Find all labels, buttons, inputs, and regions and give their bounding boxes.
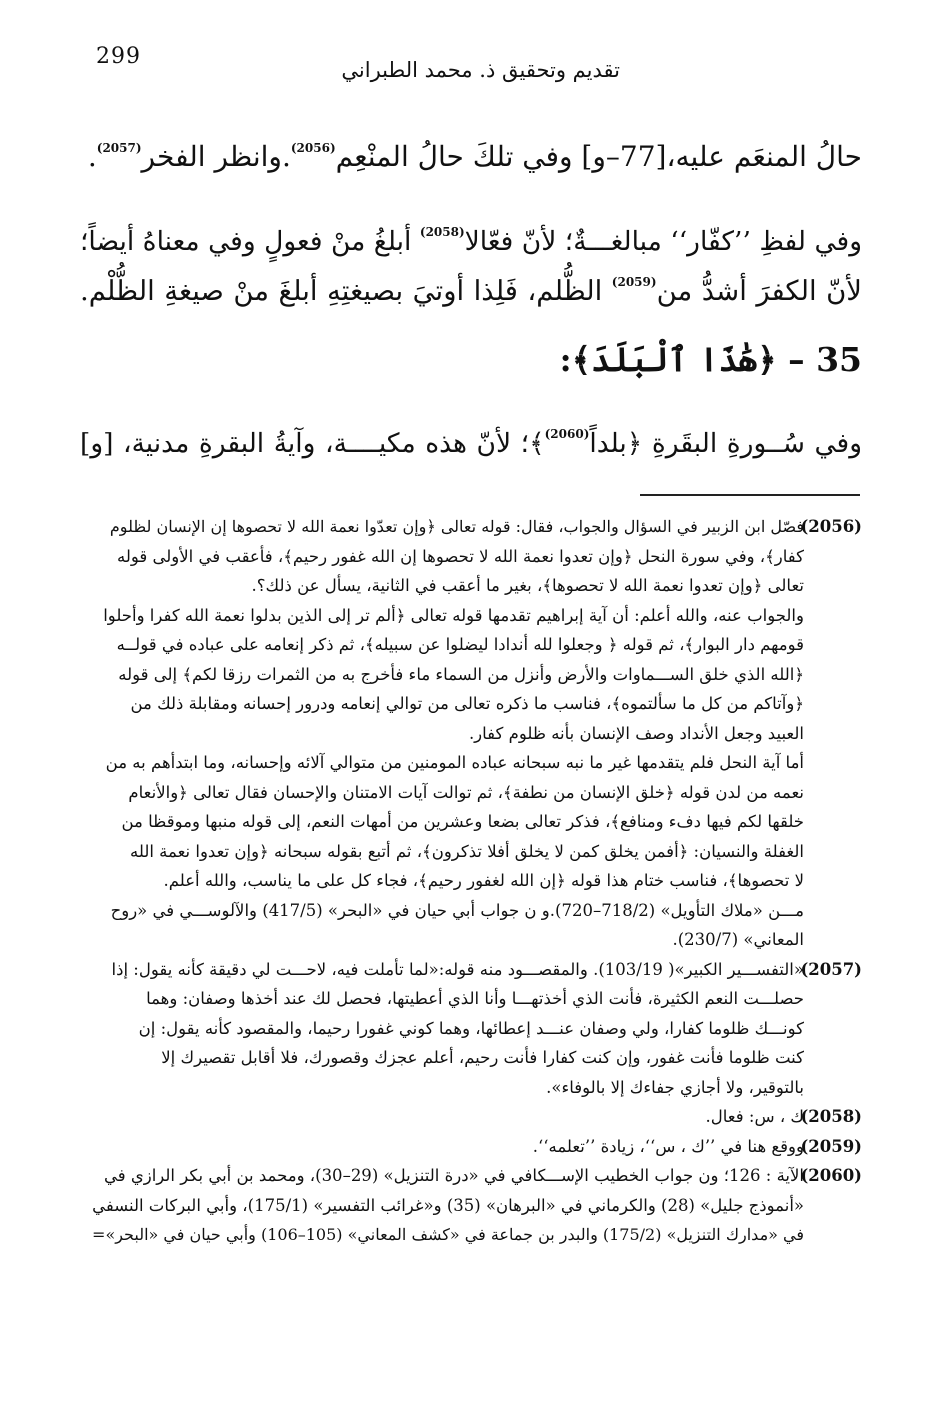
footnotes-section <box>92 512 862 1250</box>
footnote-ref: (2057) <box>96 141 142 155</box>
footnote-line: ﴿وآتاكم من كل ما سألتموه﴾، فناسب ما ذكره تعالى من توالي إنعامه ودرور إحسانه ومقابلة ذلك من <box>130 694 804 713</box>
body-line-3 <box>80 262 862 311</box>
footnote-line: حصلـــت النعم الكثيرة، فأنت الذي أخذتهـــا وأنا الذي أعطيتها، فحصل لك عند أخذها وصفان: وهما <box>146 989 804 1008</box>
footnote-line: فصّل ابن الزبير في السؤال والجواب، فقال: قوله تعالى ﴿وإن تعدّوا نعمة الله لا تحصوها إن الإنسان لظلوم <box>109 517 804 536</box>
footnote <box>92 1132 862 1162</box>
footnote-line: كنت ظلوما فأنت غفور، وإن كنت كفارا فأنت رحيم، أعلم عجزك وقصورك، فلا أقابل تقصيرك إلا <box>161 1048 804 1067</box>
footnote-line: قومهم دار البوار﴾، ثم قوله ﴿ وجعلوا لله أندادا ليضلوا عن سبيله﴾، ثم ذكر إنعامه على عباده في قولــه <box>116 635 804 654</box>
section-heading: 35 – ﴿هَٰذَا ٱلْبَلَدَ﴾: <box>559 340 862 379</box>
footnote-line: الآية : 126؛ ون جواب الخطيب الإســـكافي في «درة التنزيل» (29–30)، ومحمد بن أبي بكر الرازي في <box>103 1166 804 1185</box>
body-text: أبلغُ منْ فعولٍ وفي معناهُ أيضاً؛ <box>80 226 420 257</box>
footnote-line: تعالى ﴿وإن تعدوا نعمة الله لا تحصوها﴾، بغير ما أعقب في الثانية، يسأل عن ذلك؟. <box>251 576 804 595</box>
body-line-2 <box>80 212 862 262</box>
footnote-line: بالتوقير، ولا أجازي جفاءك إلا بالوفاء». <box>546 1077 804 1097</box>
footnote <box>92 955 862 1103</box>
footnote-line: خلقها لكم فيها دفء ومنافع﴾، فذكر تعالى بضعا وعشرين من أمهات النعم، إلى قوله منبها وموقظا من <box>121 812 804 831</box>
footnote-ref: (2056) <box>290 141 336 155</box>
running-title: تقديم وتحقيق ذ. محمد الطبراني <box>341 58 620 82</box>
body-line-1 <box>88 128 862 177</box>
footnote-ref: (2059) <box>611 275 657 289</box>
footnote-line: أما آية النحل فلم يتقدمها غير ما نبه سبحانه عباده المومنين من متوالي آلائه وإحسانه، وما ابتدأهم به من <box>105 753 804 772</box>
footnote-line: ووقع هنا في ’’ك ، س‘‘، زيادة ’’تعلمه‘‘. <box>532 1136 804 1156</box>
body-text: حالُ المنعَم عليه،[77–و] وفي تلكَ حالُ المنْعِم <box>335 140 862 173</box>
footnote-line: نعمه من لدن قوله ﴿خلق الإنسان من نطفة﴾، ثم توالت آيات الامتنان والإحسان فقال تعالى ﴿والأنعام <box>128 782 804 802</box>
footnote-separator <box>640 494 860 496</box>
footnote-line: كونـــك ظلوما كفارا، ولي وصفان عنـــد إعطائها، وهما كوني غفورا رحيما، والمقصود كأنه يقول: إن <box>138 1018 804 1038</box>
footnote-line: لا تحصوها﴾، فناسب ختام هذا قوله ﴿إن الله لغفور رحيم﴾، فجاء كل على ما يناسب، والله أعلم. <box>163 871 804 890</box>
body-text: وفي لفظِ ’’كفّار‘‘ مبالغـــةٌ؛ لأنّ فعّالا <box>464 226 863 257</box>
footnote-number: (2060) <box>800 1166 862 1185</box>
footnote-line: كفار﴾، وفي سورة النحل ﴿وإن تعدوا نعمة الله لا تحصوها إن الله غفور رحيم﴾، فأعقب في الأولى قوله <box>116 546 804 566</box>
footnote-number: (2056) <box>800 517 862 536</box>
footnote-line: ك ، س: فعال. <box>705 1107 804 1126</box>
footnote <box>92 1102 862 1132</box>
footnote-line: ﴿الله الذي خلق الســـماوات والأرض وأنزل من السماء ماء فأخرج به من الثمرات رزقا لكم﴾ إلى قوله <box>118 664 804 684</box>
body-text: ﴾؛ لأنّ هذه مكيــــة، وآيةُ البقرةِ مدنية، [و] <box>80 428 545 459</box>
footnote <box>92 512 862 955</box>
footnote-line: العبيد وجعل الأنداد وصف الإنسان بأنه ظلوم كفار. <box>468 723 804 743</box>
body-text: . <box>87 140 97 173</box>
body-text: وفي سُــورةِ البقَرةِ ﴿بلداً <box>589 428 862 459</box>
body-text: لأنّ الكفرَ أشدُّ من <box>656 275 862 307</box>
body-text: الظُّلم، فَلِذا أوتيَ بصيغتِهِ أبلغَ منْ صيغةِ الظُّلْم. <box>80 275 612 307</box>
footnote-line: مـــن «ملاك التأويل» (718/2–720).و ن جواب أبي حيان في «البحر» (417/5) والآلوســـي في «روح <box>110 900 804 920</box>
footnote-ref: (2060) <box>544 427 590 441</box>
page-number: 299 <box>96 44 141 69</box>
body-text: .وانظر الفخر <box>141 140 291 173</box>
footnote-number: (2057) <box>800 959 862 979</box>
footnote-number: (2058) <box>800 1107 862 1126</box>
footnote-line: الغفلة والنسيان: ﴿أفمن يخلق كمن لا يخلق أفلا تذكرون﴾، ثم أتبع بقوله سبحانه ﴿وإن تعدوا نعمة الله <box>130 841 804 861</box>
body-line-4 <box>80 414 862 464</box>
footnote-number: (2059) <box>800 1136 862 1156</box>
footnote <box>92 1161 862 1250</box>
footnote-line: والجواب عنه، والله أعلم: أن آية إبراهيم تقدمها قوله تعالى ﴿ألم تر إلى الذين بدلوا نعمة الله كفرا وأحلوا <box>103 605 804 625</box>
footnote-line: «التفســـير الكبير»( 103/19). والمقصـــود منه قوله:«لما تأملت فيه، لاحـــت لي دقيقة كأنه يقول: إذا <box>111 959 804 979</box>
footnote-line: في «مدارك التنزيل» (175/2) والبدر بن جماعة في «كشف المعاني» (105–106) وأبي حيان في «البحر»= <box>92 1225 804 1244</box>
footnote-line: «أنموذج جليل» (28) والكرماني في «البرهان» (35) و«غرائب التفسير» (175/1)، وأبي البركات النسفي <box>92 1195 804 1215</box>
footnote-line: المعاني» (230/7). <box>672 930 804 949</box>
footnote-ref: (2058) <box>419 225 465 239</box>
